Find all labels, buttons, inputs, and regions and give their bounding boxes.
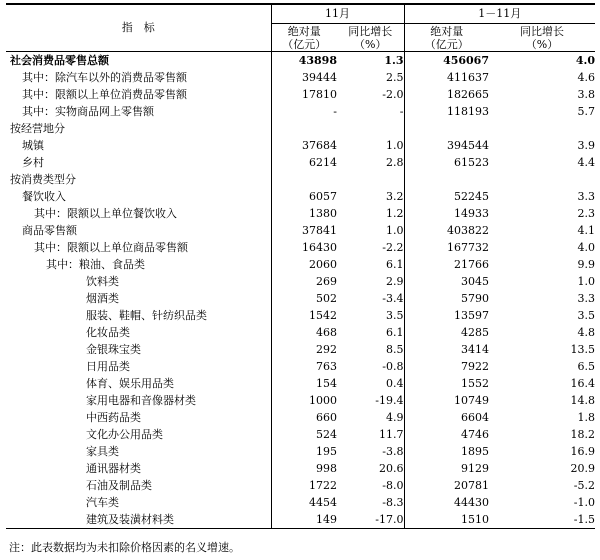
ytd-abs-value: 1552	[404, 375, 489, 392]
month-abs-value: -	[271, 103, 337, 120]
ytd-abs-value	[404, 120, 489, 137]
ytd-abs-value: 456067	[404, 52, 489, 70]
month-yoy-value: 3.5	[386, 308, 404, 322]
table-row	[6, 137, 595, 154]
table-row	[6, 477, 595, 494]
ytd-yoy-value: 2.3	[577, 206, 595, 220]
row-name: 化妆品类	[86, 325, 130, 339]
table-row	[6, 392, 595, 409]
month-yoy-value: 11.7	[379, 427, 404, 441]
month-abs-value: 43898	[271, 52, 337, 70]
month-abs-value: 292	[271, 341, 337, 358]
month-abs-value: 1542	[271, 307, 337, 324]
month-yoy-value: 1.0	[386, 138, 404, 152]
yoy-label: 同比增长	[348, 24, 393, 38]
table-row	[6, 307, 595, 324]
row-name: 烟酒类	[86, 291, 119, 305]
table-row	[6, 103, 595, 120]
table-row	[6, 86, 595, 103]
month-abs-value: 2060	[271, 256, 337, 273]
month-abs-value: 6214	[271, 154, 337, 171]
indicator-header: 指 标	[6, 4, 271, 52]
month-yoy-value: 2.8	[386, 155, 404, 169]
table-row	[6, 460, 595, 477]
table-row	[6, 443, 595, 460]
month-abs-value: 1380	[271, 205, 337, 222]
ytd-yoy-value: 20.9	[570, 461, 595, 475]
ytd-abs-value: 6604	[404, 409, 489, 426]
table-row	[6, 52, 595, 70]
row-name: 服装、鞋帽、针纺织品类	[86, 308, 207, 322]
row-name: 家用电器和音像器材类	[86, 393, 196, 407]
month-yoy-value: 3.2	[386, 189, 404, 203]
row-name: 按消费类型分	[10, 172, 76, 186]
table-row	[6, 154, 595, 171]
ytd-abs-value: 182665	[404, 86, 489, 103]
table-row	[6, 205, 595, 222]
ytd-abs-value: 3045	[404, 273, 489, 290]
row-name: 建筑及装潢材料类	[6, 511, 271, 529]
ytd-abs-value: 411637	[404, 69, 489, 86]
month-yoy-value: -2.0	[382, 87, 404, 101]
row-name: 石油及制品类	[86, 478, 152, 492]
row-name: 文化办公用品类	[86, 427, 163, 441]
abs-unit: （亿元）	[282, 37, 327, 51]
row-name: 其中：粮油、食品类	[46, 257, 145, 271]
table-body	[6, 52, 595, 529]
row-name: 餐饮收入	[22, 189, 66, 203]
month-abs-value: 154	[271, 375, 337, 392]
row-name: 商品零售额	[22, 223, 77, 237]
ytd-abs-value: 14933	[404, 205, 489, 222]
month-abs-value: 1722	[271, 477, 337, 494]
ytd-header: 1－11月	[404, 4, 595, 24]
table-row	[6, 358, 595, 375]
abs-label: 绝对量	[430, 24, 464, 38]
ytd-abs-value: 5790	[404, 290, 489, 307]
ytd-yoy-value: -5.2	[573, 478, 595, 492]
ytd-abs-value: 394544	[404, 137, 489, 154]
ytd-abs-value: 3414	[404, 341, 489, 358]
month-abs-value: 468	[271, 324, 337, 341]
table-row	[6, 239, 595, 256]
table-row	[6, 375, 595, 392]
table-row	[6, 69, 595, 86]
month-yoy-value: 1.0	[386, 223, 404, 237]
month-abs-value	[271, 171, 337, 188]
ytd-yoy-value: 18.2	[570, 427, 595, 441]
ytd-yoy-value: 16.9	[570, 444, 595, 458]
month-yoy-value: 6.1	[386, 257, 404, 271]
ytd-abs-value: 9129	[404, 460, 489, 477]
row-name: 饮料类	[86, 274, 119, 288]
table-row	[6, 290, 595, 307]
ytd-yoy-value: 4.8	[577, 325, 595, 339]
month-yoy-value: -	[399, 104, 404, 118]
row-name: 其中：限额以上单位消费品零售额	[22, 87, 187, 101]
row-name: 其中：实物商品网上零售额	[22, 104, 154, 118]
ytd-yoy-value: 9.9	[577, 257, 595, 271]
row-name: 家具类	[86, 444, 119, 458]
row-name: 其中：限额以上单位餐饮收入	[34, 206, 177, 220]
month-yoy-value	[337, 171, 404, 188]
ytd-abs-value: 7922	[404, 358, 489, 375]
row-name: 乡村	[22, 155, 44, 169]
header-row-top	[6, 4, 595, 24]
month-abs-value: 195	[271, 443, 337, 460]
row-name: 日用品类	[86, 359, 130, 373]
abs-label: 绝对量	[287, 24, 321, 38]
ytd-yoy-value: -1.5	[489, 511, 595, 529]
table-row	[6, 511, 595, 529]
ytd-abs-value: 4746	[404, 426, 489, 443]
ytd-yoy-value	[489, 171, 595, 188]
month-yoy-value: 6.1	[386, 325, 404, 339]
ytd-yoy-value: 4.0	[577, 240, 595, 254]
month-abs-value: 39444	[271, 69, 337, 86]
ytd-yoy-value: 3.5	[577, 308, 595, 322]
month-abs-value: 502	[271, 290, 337, 307]
month-yoy-value: 2.5	[386, 70, 404, 84]
footnote: 注：此表数据均为未扣除价格因素的名义增速。	[9, 541, 240, 554]
month-abs-value: 660	[271, 409, 337, 426]
table-row	[6, 188, 595, 205]
row-name: 按经营地分	[10, 121, 65, 135]
retail-sales-table	[6, 3, 595, 529]
ytd-yoy-value: 3.8	[577, 87, 595, 101]
table-row	[6, 171, 595, 188]
ytd-yoy-value: 3.9	[577, 138, 595, 152]
ytd-abs-value: 44430	[404, 494, 489, 511]
ytd-yoy-value: 4.1	[577, 223, 595, 237]
yoy-unit: （%）	[525, 37, 559, 51]
table-row	[6, 273, 595, 290]
ytd-yoy-value: 3.3	[577, 291, 595, 305]
ytd-yoy-value: -1.0	[573, 495, 595, 509]
month-abs-value: 37841	[271, 222, 337, 239]
month-abs-value: 269	[271, 273, 337, 290]
ytd-abs-value: 13597	[404, 307, 489, 324]
table-row	[6, 120, 595, 137]
ytd-abs-value: 20781	[404, 477, 489, 494]
month-yoy-value: -2.2	[382, 240, 404, 254]
ytd-yoy-value: 13.5	[570, 342, 595, 356]
row-name: 其中：除汽车以外的消费品零售额	[22, 70, 187, 84]
ytd-abs-value: 403822	[404, 222, 489, 239]
row-name: 中西药品类	[86, 410, 141, 424]
ytd-yoy-value: 1.0	[577, 274, 595, 288]
table-row	[6, 409, 595, 426]
row-name: 金银珠宝类	[86, 342, 141, 356]
row-name: 城镇	[22, 138, 44, 152]
ytd-abs-value: 1895	[404, 443, 489, 460]
table-row	[6, 426, 595, 443]
row-name: 体育、娱乐用品类	[86, 376, 174, 390]
ytd-yoy-value	[489, 120, 595, 137]
ytd-abs-value: 4285	[404, 324, 489, 341]
row-name: 通讯器材类	[86, 461, 141, 475]
ytd-abs-value: 118193	[404, 103, 489, 120]
row-name: 汽车类	[86, 495, 119, 509]
month-yoy-value: 1.3	[384, 53, 404, 67]
abs-unit: （亿元）	[424, 37, 469, 51]
ytd-yoy-value: 4.6	[577, 70, 595, 84]
month-abs-value: 16430	[271, 239, 337, 256]
month-yoy-value: 1.2	[386, 206, 404, 220]
ytd-abs-value: 167732	[404, 239, 489, 256]
month-abs-value: 149	[271, 511, 337, 529]
month-abs-value	[271, 120, 337, 137]
ytd-yoy-value: 14.8	[570, 393, 595, 407]
month-yoy-value	[337, 120, 404, 137]
row-name: 其中：限额以上单位商品零售额	[34, 240, 188, 254]
month-yoy-value: -3.4	[382, 291, 404, 305]
ytd-abs-value: 10749	[404, 392, 489, 409]
yoy-label: 同比增长	[520, 24, 564, 38]
month-abs-value: 1000	[271, 392, 337, 409]
ytd-yoy-value: 16.4	[570, 376, 595, 390]
ytd-yoy-value: 1.8	[577, 410, 595, 424]
ytd-abs-header	[404, 24, 489, 52]
month-abs-value: 998	[271, 460, 337, 477]
ytd-yoy-value: 6.5	[577, 359, 595, 373]
month-yoy-value: -19.4	[375, 393, 404, 407]
ytd-abs-value: 21766	[404, 256, 489, 273]
yoy-unit: （%）	[354, 37, 387, 51]
month-yoy-value: -0.8	[382, 359, 404, 373]
month-header: 11月	[271, 4, 404, 24]
ytd-abs-value: 1510	[404, 511, 489, 529]
ytd-yoy-value: 5.7	[577, 104, 595, 118]
month-abs-value: 763	[271, 358, 337, 375]
month-yoy-value: 0.4	[386, 376, 404, 390]
ytd-abs-value: 52245	[404, 188, 489, 205]
month-yoy-value: -3.8	[382, 444, 404, 458]
month-yoy-value: -17.0	[337, 511, 404, 529]
ytd-abs-value: 61523	[404, 154, 489, 171]
month-yoy-value: 2.9	[386, 274, 404, 288]
month-abs-value: 17810	[271, 86, 337, 103]
month-abs-header	[271, 24, 337, 52]
table-row	[6, 341, 595, 358]
month-yoy-value: -8.3	[382, 495, 404, 509]
ytd-yoy-value: 4.0	[575, 53, 595, 67]
month-yoy-header	[337, 24, 404, 52]
table-row	[6, 256, 595, 273]
table-row	[6, 494, 595, 511]
ytd-yoy-value: 4.4	[577, 155, 595, 169]
ytd-yoy-value: 3.3	[577, 189, 595, 203]
table-row	[6, 222, 595, 239]
month-abs-value: 524	[271, 426, 337, 443]
month-abs-value: 37684	[271, 137, 337, 154]
month-yoy-value: -8.0	[382, 478, 404, 492]
month-yoy-value: 4.9	[386, 410, 404, 424]
month-yoy-value: 8.5	[386, 342, 404, 356]
row-name: 社会消费品零售总额	[10, 53, 109, 67]
month-yoy-value: 20.6	[379, 461, 404, 475]
month-abs-value: 4454	[271, 494, 337, 511]
ytd-yoy-header	[489, 24, 595, 52]
ytd-abs-value	[404, 171, 489, 188]
table-row	[6, 324, 595, 341]
month-abs-value: 6057	[271, 188, 337, 205]
